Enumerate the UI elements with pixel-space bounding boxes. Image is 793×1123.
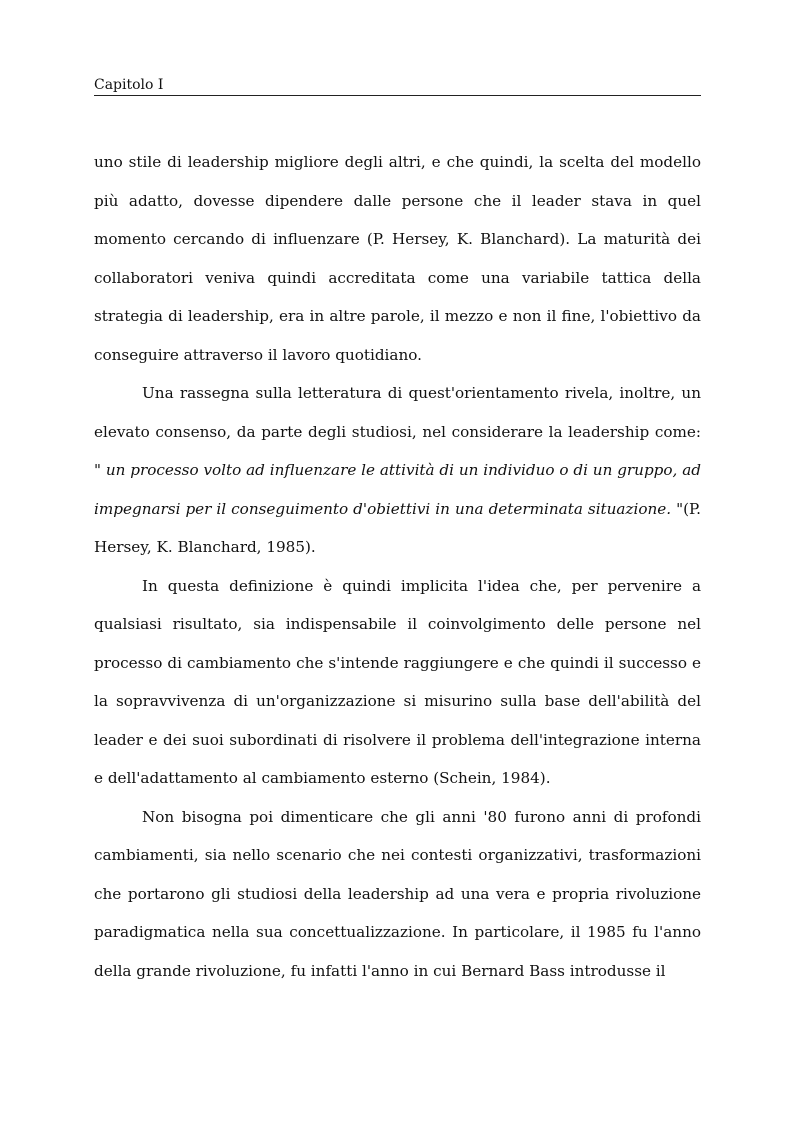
page-body: [94, 143, 701, 990]
running-header: [94, 76, 701, 96]
paragraph-2-citation: "(P. Hersey, K. Blanchard, 1985).: [94, 499, 701, 556]
paragraph-2: [94, 374, 701, 567]
leadership-definition-quote: un processo volto ad influenzare le attività di un individuo o di un gruppo, ad impegnarsi per il conseguimento d'obiettivi in una determinata situazione.: [94, 461, 701, 518]
paragraph-2-intro: Una rassegna sulla letteratura di quest'orientamento rivela, inoltre, un elevato consenso, da parte degli studiosi, nel considerare la leadership come: ": [94, 384, 701, 479]
paragraph-1: uno stile di leadership migliore degli altri, e che quindi, la scelta del modello più adatto, dovesse dipendere dalle persone che il leader stava in quel momento cercando di influenzare (P. Hersey, K. Blanchard). La maturità dei collaboratori veniva quindi accreditata come una variabile tattica della strategia di leadership, era in altre parole, il mezzo e non il fine, l'obiettivo da conseguire attraverso il lavoro quotidiano.: [94, 153, 701, 364]
paragraph-3: In questa definizione è quindi implicita l'idea che, per pervenire a qualsiasi risultato, sia indispensabile il coinvolgimento delle persone nel processo di cambiamento che s'intende raggiungere e che quindi il successo e la sopravvivenza di un'organizzazione si misurino sulla base dell'abilità del leader e dei suoi subordinati di risolvere il problema dell'integrazione interna e dell'adattamento al cambiamento esterno (Schein, 1984).: [94, 576, 701, 787]
chapter-title: Capitolo I: [94, 77, 164, 93]
paragraph-4: Non bisogna poi dimenticare che gli anni '80 furono anni di profondi cambiamenti, sia nello scenario che nei contesti organizzativi, trasformazioni che portarono gli studiosi della leadership ad una vera e propria rivoluzione paradigmatica nella sua concettualizzazione. In particolare, il 1985 fu l'anno della grande rivoluzione, fu infatti l'anno in cui Bernard Bass introdusse il: [94, 807, 701, 980]
